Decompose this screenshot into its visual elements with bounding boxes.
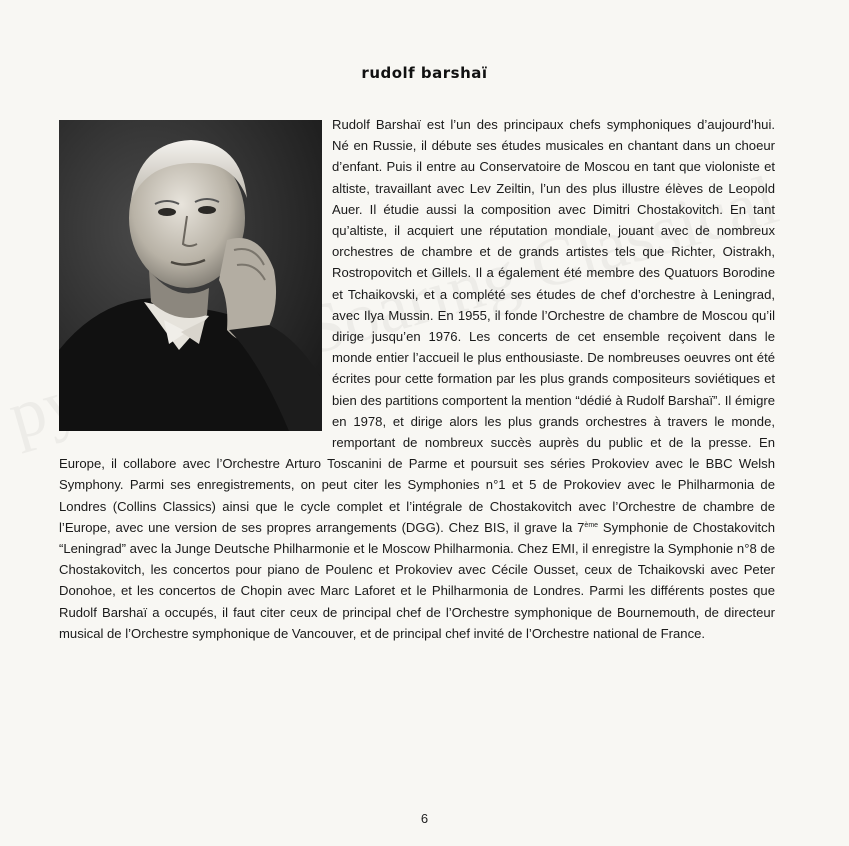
ordinal-superscript: ème xyxy=(584,521,599,529)
biography-text-part2: Symphonie de Chostakovitch “Leningrad” avec la Junge Deutsche Philharmonie et le Moscow Philharmonia. Chez EMI, il enregistre la Symphonie n°8 de Chostakovitch, les concertos pour piano de Poulenc et Prokoviev avec Cécile Ousset, ceux de Tchaikovski avec Peter Donohoe, et les concertos de Chopin avec Marc Laforet et le Philharmonia de Londres. Parmi les différents postes que Rudolf Barshaï a occupés, il faut citer ceux de principal chef de l’Orchestre symphonique de Bournemouth, de directeur musical de l’Orchestre symphonique de Vancouver, et de principal chef invité de l’Orchestre national de France. xyxy=(59,519,776,641)
portrait-illustration xyxy=(59,120,322,431)
article-body xyxy=(59,114,775,644)
portrait-photo xyxy=(59,120,322,431)
page-title: rudolf barshaï xyxy=(361,64,488,82)
page-number: 6 xyxy=(420,811,429,826)
biography-text-part1: Rudolf Barshaï est l’un des principaux chefs symphoniques d’aujourd’hui. Né en Russie, il débute ses études musicales en chantant dans un choeur d’enfant. Puis il entre au Conservatoire de Moscou en tant que violoniste et altiste, travaillant avec Lev Zeiltin, l’un des plus illustre élèves de Leopold Auer. Il étudie aussi la composition avec Dimitri Chostakovitch. En tant qu’altiste, il acquiert une réputation mondiale, jouant avec de nombreux orchestres de chambre et de grands artistes tels que Richter, Oistrakh, Rostropovitch et Gillels. Il a également été membre des Quatuors Borodine et Tchaikovski, et a complété ses études de chef d’orchestre à Leningrad, avec Ilya Mussin. En 1955, il fonde l’Orchestre de chambre de Moscou qu’il dirige jusqu’en 1976. Les concerts de cet ensemble reçoivent dans le monde entier l’accueil le plus enthousiaste. De nombreuses oeuvres ont été écrites pour cette formation par les plus grands compositeurs soviétiques et bien des partitions comportent la mention “dédié à Rudolf Barshaï”. Il émigre en 1978, et dirige alors les plus grands orchestres à travers le monde, remportant de nombreux succès auprès du public et de la presse. En Europe, il collabore avec l’Orchestre Arturo Toscanini de Parme et poursuit ses séries Prokoviev avec le BBC Welsh Symphony. Parmi ses enregistrements, on peut citer les Symphonies n°1 et 5 de Prokoviev avec le Philharmonia de Londres (Collins Classics) ainsi que le cycle complet et l’intégrale de Chostakovitch avec l’Orchestre de chambre de l’Europe, avec une version de ses propres arrangements (DGG). Chez BIS, il grave la 7 xyxy=(59,117,775,535)
